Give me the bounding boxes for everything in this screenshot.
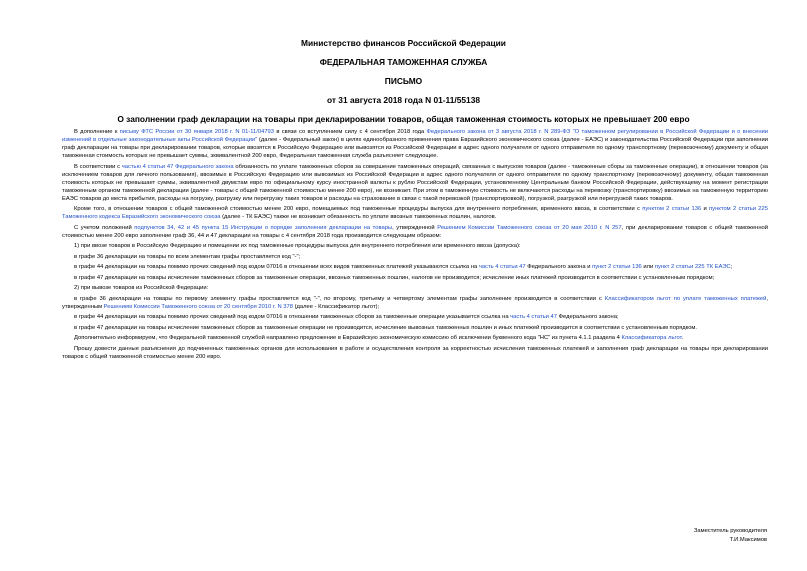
body-paragraph: [62, 163, 768, 203]
document-link[interactable]: Классификатора льгот: [621, 335, 682, 341]
paragraph-text: Дополнительно информируем, что Федеральной таможенной службой направлено предложение в Евразийскую экономическую комиссию об исключении буквенного кода "НС" из пункта 4.1.1 раздела 4: [74, 335, 622, 341]
document-link[interactable]: пункт 2 статьи 225 ТК ЕАЭС: [654, 264, 731, 270]
paragraph-text: (далее - ТК ЕАЭС) также не возникает обязанность по уплате ввозных таможенных пошлин, налогов.: [220, 214, 497, 220]
body-paragraph: [62, 313, 768, 321]
document-link[interactable]: часть 4 статьи 47: [510, 314, 557, 320]
paragraph-text: в графе 47 декларации на товары исчисление таможенных сборов за таможенные операции, ввозных таможенных пошлин, налогов не производится; исчисление иных платежей производится в соответствии с установленным порядком;: [74, 274, 715, 281]
document-link[interactable]: Решением Комиссии Таможенного союза от 20 мая 2010 г. N 257: [437, 224, 622, 231]
document-link[interactable]: пунктом 2 статьи 136: [642, 206, 702, 212]
letter-body: [62, 128, 768, 363]
document-link[interactable]: часть 4 статьи 47: [478, 264, 526, 270]
document-link[interactable]: пункт 2 статьи 136: [592, 264, 642, 270]
paragraph-text: С учетом положений: [74, 224, 135, 231]
paragraph-text: в графе 44 декларации на товары помимо прочих сведений под кодом 07016 в отношении таможенных сборов за таможенные операции указывается ссылка на: [74, 314, 511, 320]
paragraph-text: В дополнение к: [74, 129, 120, 135]
signature-position: Заместитель руководителя: [693, 528, 767, 534]
body-paragraph: [62, 205, 768, 221]
paragraph-text: или: [641, 264, 655, 270]
paragraph-text: обязанность по уплате таможенных сборов за совершение таможенных операций, связанных с выпуском товаров (далее - таможенные сборы за таможенные операции), в отношении товаров (за исключением товаров для личного пользования), ввозимых в Российскую Федерацию или вывозимых из Российской Федерации в адрес одного получателя от одного отправителя по одному транспортному (перевозочному) документу, общая таможенная стоимость которых не превышает суммы, эквивалентной двумстам евро по официальному курсу иностранной валюты к рублю Российской Федерации, установленному Центральным банком Российской Федерации, действующему на момент регистрации таможенным органом таможенной декларации (далее - товары с общей таможенной стоимостью менее 200 евро), не возникает. При этом в таможенную стоимость не включаются расходы на перевозку (транспортировку) ввозимых на таможенную территорию ЕАЭС товаров до места прибытия, расходы на погрузку, разгрузку или перегрузку таких товаров и расходы на страхование в связи с такой перевозкой (транспортировкой), погрузкой, разгрузкой или перегрузкой таких товаров.: [62, 163, 769, 202]
document-type: ПИСЬМО: [384, 76, 423, 86]
paragraph-text: Кроме того, в отношении товаров с общей таможенной стоимостью менее 200 евро, помещаемых под таможенные процедуры выпуска для внутреннего потребления, временного ввоза, в соответствии с: [74, 206, 643, 212]
paragraph-text: , утвержденным: [62, 295, 768, 310]
document-link[interactable]: Федерального закона от 3 августа 2018 г. N 289-ФЗ "О таможенном регулировании в Российской Федерации и о внесении изменений в отдельные законодательные акты Российской Федерации": [62, 129, 768, 143]
paragraph-text: в графе 36 декларации на товары по первому элементу графы проставляется код "-", по второму, третьему и четвертому элементам графы заполнение производится в соответствии с: [74, 295, 605, 302]
paragraph-text: 2) при вывозе товаров из Российской Федерации:: [74, 285, 209, 291]
document-link[interactable]: Решением Комиссии Таможенного союза от 20 сентября 2010 г. N 378: [103, 303, 293, 310]
paragraph-text: в графе 44 декларации на товары помимо прочих сведений под кодом 07016 в отношении всех видов таможенных платежей указываются ссылка на: [74, 264, 479, 270]
body-paragraph: [62, 242, 768, 250]
body-paragraph: [62, 128, 768, 160]
body-paragraph: [62, 274, 768, 282]
paragraph-text: 1) при ввозе товаров в Российскую Федерацию и помещении их под таможенные процедуры выпуска для внутреннего потребления или временного ввоза (допуска):: [74, 243, 521, 249]
paragraph-text: , при декларировании товаров с общей таможенной стоимостью менее 200 евро заполнение граф 36, 44 и 47 декларации на товары с 4 сентября 2018 года производится следующим образом:: [62, 224, 768, 239]
body-paragraph: [62, 334, 768, 342]
paragraph-text: в графе 47 декларации на товары исчисление таможенных сборов за таможенные операции не производится, исчисление вывозных таможенных пошлин и иных платежей производится в соответствии с установленным порядком.: [74, 324, 698, 331]
body-paragraph: [62, 345, 768, 361]
paragraph-text: Прошу довести данные разъяснения до подчиненных таможенных органов для использования в работе и осуществления контроля за корректностью исчисления таможенных платежей и заполнения граф декларации на товары при декларировании товаров с общей таможенной стоимостью менее 200 евро.: [62, 345, 768, 360]
document-link[interactable]: письму ФТС России от 30 января 2018 г. N 01-11/04793: [119, 129, 274, 135]
paragraph-text: ;: [730, 264, 733, 270]
body-paragraph: [62, 295, 768, 311]
body-paragraph: [62, 224, 768, 240]
service-title: ФЕДЕРАЛЬНАЯ ТАМОЖЕННАЯ СЛУЖБА: [319, 57, 488, 67]
document-link[interactable]: подпунктов 34, 42 и 45 пункта 15 Инструкции о порядке заполнения декларации на товары: [134, 224, 393, 231]
paragraph-text: , утвержденной: [392, 224, 438, 231]
paragraph-text: в связи со вступлением силу с 4 сентября 2018 года: [274, 129, 427, 135]
document-date-number: от 31 августа 2018 года N 01-11/55138: [326, 95, 481, 105]
paragraph-text: в графе 36 декларации на товары по всем элементам графы проставляется код "-";: [74, 253, 301, 260]
body-paragraph: [62, 263, 768, 271]
body-paragraph: [62, 324, 768, 332]
paragraph-text: В соответствии с: [74, 163, 122, 170]
body-paragraph: [62, 253, 768, 261]
paragraph-text: (далее - Федеральный закон) в целях единообразного применения права Евразийского экономического союза (далее - ЕАЭС) и законодательства Российской Федерации при заполнении граф декларации на товары при декларировании товаров, которые ввозятся в Российскую Федерацию или вывозятся из Российской Федерации в адрес одного получателя от одного отправителя по одному транспортному (перевозочному) документу и общая таможенная стоимость которых не превышает суммы, эквивалентной 200 евро, Федеральная таможенная служба разъясняет следующее.: [62, 137, 768, 159]
body-paragraph: [62, 284, 768, 292]
signature-name: Т.И.Максимов: [729, 537, 767, 543]
document-link[interactable]: частью 4 статьи 47 Федерального закона: [121, 163, 234, 170]
paragraph-text: (далее - Классификатор льгот);: [292, 303, 380, 310]
paragraph-text: Федерального закона и: [525, 264, 593, 270]
document-subject: О заполнении граф декларации на товары при декларировании товаров, общая таможенная стоимость которых не превышает 200 евро: [117, 114, 690, 124]
paragraph-text: Федерального закона;: [556, 314, 619, 320]
document-link[interactable]: Классификатором льгот по уплате таможенных платежей: [604, 295, 767, 302]
paragraph-text: .: [681, 335, 684, 341]
document-link[interactable]: пунктом 2 статьи 225 Таможенного кодекса Евразийского экономического союза: [62, 206, 768, 220]
ministry-title: Министерство финансов Российской Федерации: [301, 38, 506, 48]
paragraph-text: и: [701, 206, 710, 212]
